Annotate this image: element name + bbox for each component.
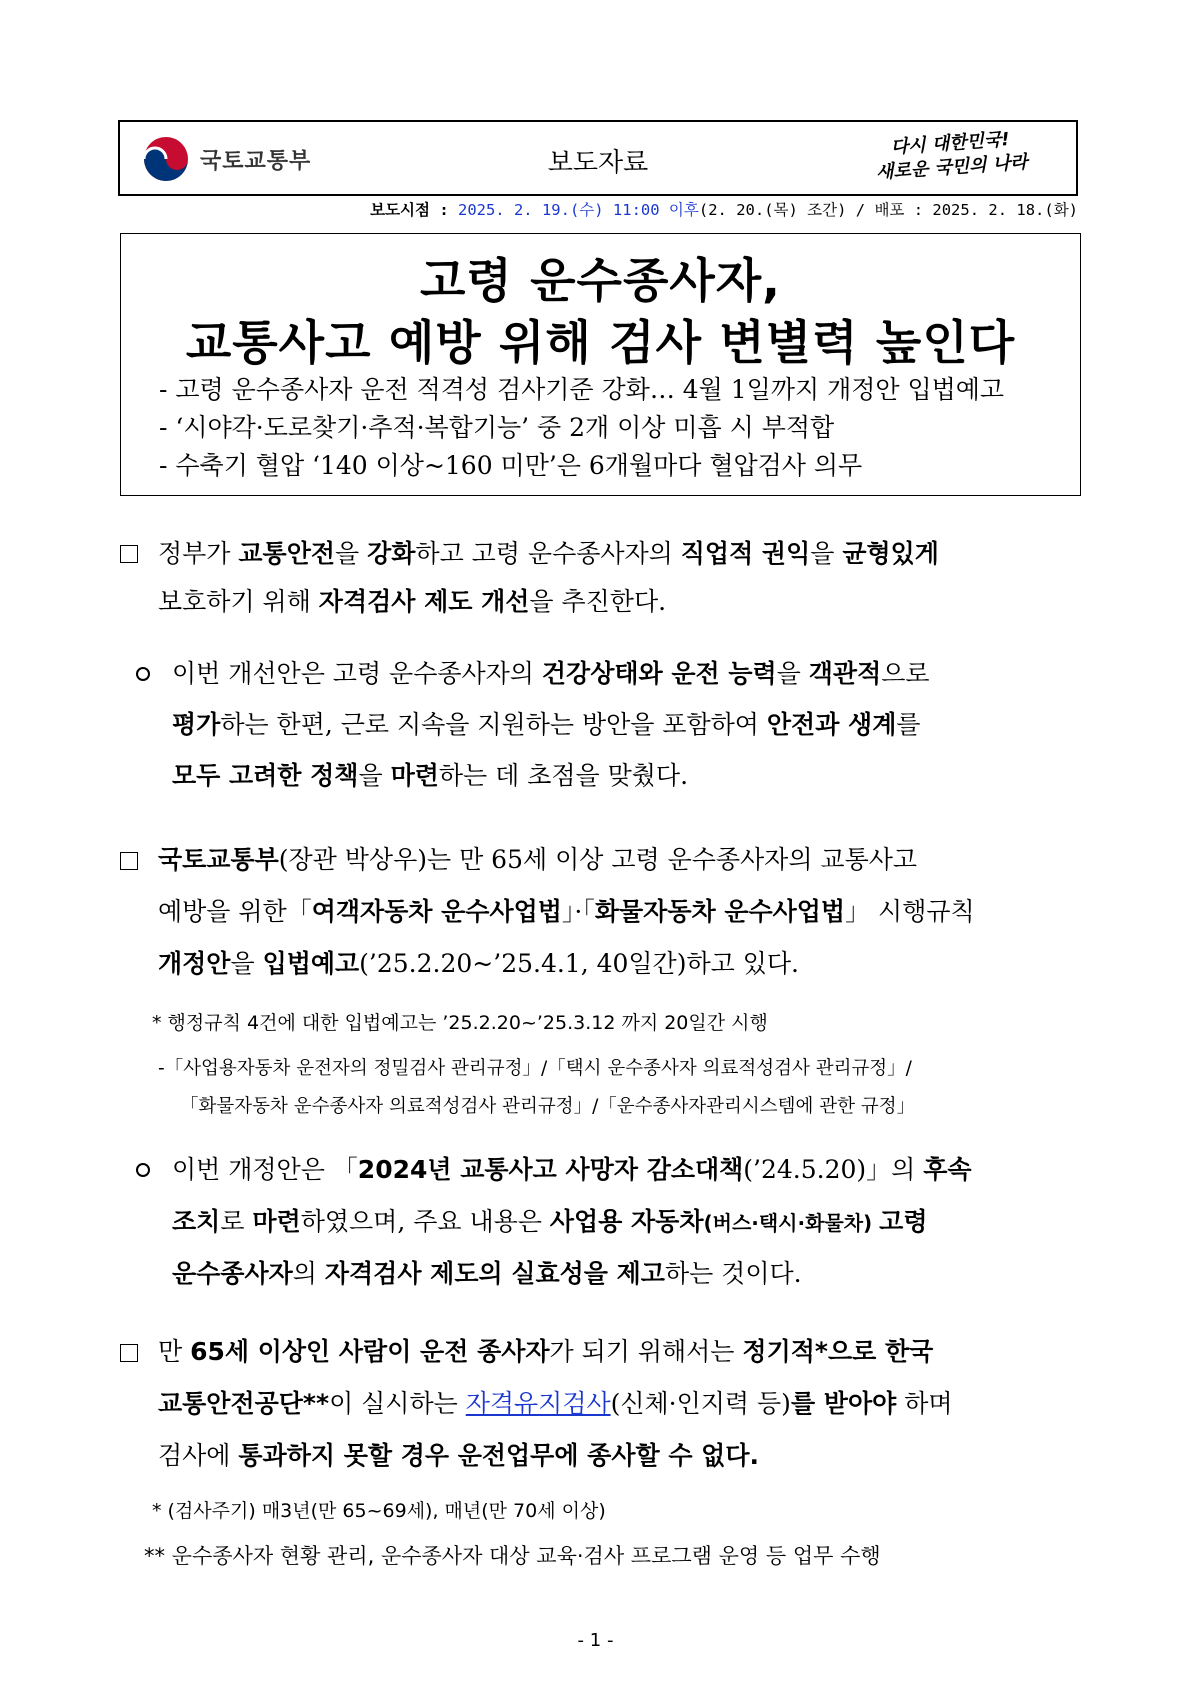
doc-type-label: 보도자료 [547, 148, 649, 178]
page-number: - 1 - [577, 1630, 614, 1651]
square-bullet-icon [120, 852, 138, 870]
main-title-line-2: 교통사고 예방 위해 검사 변별력 높인다 [185, 316, 1016, 371]
subtitle-2: - ‘시야각·도로찾기·추적·복합기능’ 중 2개 이상 미흡 시 부적합 [159, 413, 835, 442]
subtitle-1: - 고령 운수종사자 운전 적격성 검사기준 강화… 4월 1일까지 개정안 입법예고 [159, 375, 1005, 404]
slogan-line-1: 다시 대한민국! [890, 128, 1011, 159]
section-3-line-1: 만 65세 이상인 사람이 운전 종사자가 되기 위해서는 정기적*으로 한국 [158, 1337, 934, 1366]
section-3-line-2: 교통안전공단**이 실시하는 자격유지검사(신체·인지력 등)를 받아야 하며 [158, 1389, 953, 1418]
section-3-line-3: 검사에 통과하지 못할 경우 운전업무에 종사할 수 없다. [158, 1441, 759, 1470]
qualification-test-link[interactable]: 자격유지검사 [465, 1389, 611, 1418]
release-time: 2025. 2. 19.(수) 11:00 이후 [457, 201, 699, 219]
section-2-sub-line-2: 조치로 마련하였으며, 주요 내용은 사업용 자동차(버스·택시·화물차) 고령 [172, 1207, 928, 1236]
section-1-line-2: 보호하기 위해 자격검사 제도 개선을 추진한다. [158, 587, 667, 616]
section-1-sub-line-1: 이번 개선안은 고령 운수종사자의 건강상태와 운전 능력을 객관적으로 [172, 659, 930, 688]
title-box [120, 233, 1081, 496]
section-1-line-1: 정부가 교통안전을 강화하고 고령 운수종사자의 직업적 권익을 균형있게 [158, 539, 939, 568]
slogan-line-2: 새로운 국민의 나라 [875, 151, 1029, 184]
release-paper: (2. 20.(목) 조간) / 배포 : 2025. 2. 18.(화) [698, 201, 1078, 219]
section-2-sub-line-3: 운수종사자의 자격검사 제도의 실효성을 제고하는 것이다. [172, 1259, 802, 1288]
note-regulations-1: -「사업용자동차 운전자의 정밀검사 관리규정」/「택시 운수종사자 의료적성검사 관리규정」/ [158, 1058, 912, 1079]
section-1-sub-line-2: 평가하는 한편, 근로 지속을 지원하는 방안을 포함하여 안전과 생계를 [172, 710, 921, 739]
section-2-sub-line-1: 이번 개정안은 「2024년 교통사고 사망자 감소대책(’24.5.20)」의 후속 [172, 1155, 972, 1184]
press-header [118, 120, 1078, 196]
note-regulations-2: 「화물자동차 운수종사자 의료적성검사 관리규정」/「운수종사자관리시스템에 관한 규정」 [180, 1096, 916, 1117]
note-test-cycle: * (검사주기) 매3년(만 65~69세), 매년(만 70세 이상) [152, 1500, 606, 1522]
section-2-line-3: 개정안을 입법예고(’25.2.20~’25.4.1, 40일간)하고 있다. [158, 949, 799, 978]
release-info [370, 198, 1078, 220]
section-2-line-1: 국토교통부(장관 박상우)는 만 65세 이상 고령 운수종사자의 교통사고 [158, 845, 918, 874]
ministry-name: 국토교통부 [200, 148, 312, 174]
section-1-sub-line-3: 모두 고려한 정책을 마련하는 데 초점을 맞췄다. [172, 761, 689, 790]
subtitle-3: - 수축기 혈압 ‘140 이상~160 미만’은 6개월마다 혈압검사 의무 [159, 451, 863, 480]
circle-bullet-icon [136, 1163, 150, 1177]
square-bullet-icon [120, 1344, 138, 1362]
circle-bullet-icon [136, 667, 150, 681]
section-2-line-2: 예방을 위한「여객자동차 운수사업법」·「화물자동차 운수사업법」 시행규칙 [158, 897, 975, 926]
main-title-line-1: 고령 운수종사자, [419, 254, 782, 309]
note-legislative-notice: * 행정규칙 4건에 대한 입법예고는 ’25.2.20~’25.3.12 까지 20일간 시행 [152, 1012, 768, 1034]
note-kotsa-duties: ** 운수종사자 현황 관리, 운수종사자 대상 교육·검사 프로그램 운영 등 업무 수행 [144, 1544, 881, 1568]
release-label: 보도시점 : [370, 201, 458, 219]
square-bullet-icon [120, 545, 138, 563]
